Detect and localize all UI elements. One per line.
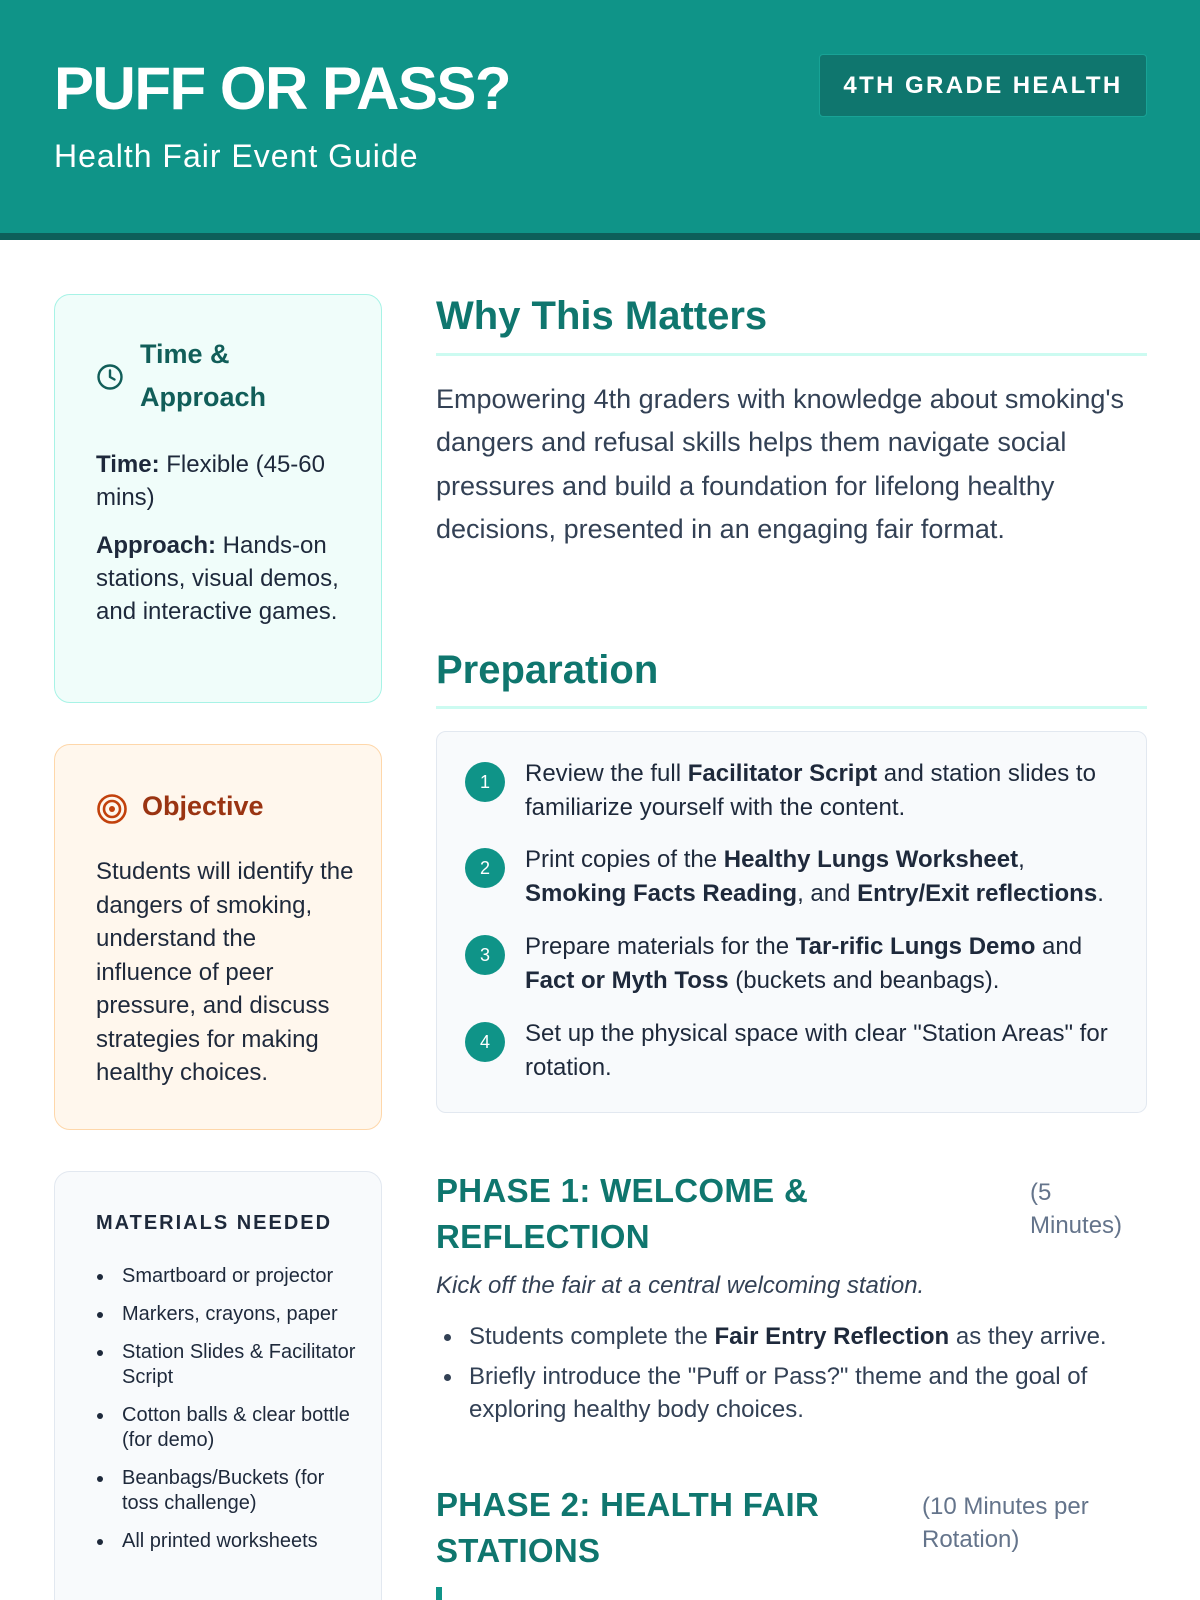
why-text: Empowering 4th graders with knowledge about smoking's dangers and refusal skills helps them navigate social pressures and build a foundation for lifelong healthy decisions, presented in an engaging fair format. bbox=[436, 384, 1125, 544]
page-header bbox=[0, 0, 1200, 233]
list-item: Cotton balls & clear bottle (for demo) bbox=[96, 1403, 356, 1453]
step-text: Prepare materials for the Tar-rific Lungs Demo and Fact or Myth Toss (buckets and beanbags). bbox=[525, 933, 1083, 994]
target-icon bbox=[96, 793, 128, 825]
time-approach-heading: Time & Approach bbox=[140, 339, 267, 412]
phase2-heading: PHASE 2: HEALTH FAIR STATIONS bbox=[436, 1486, 820, 1569]
page-subtitle: Health Fair Event Guide bbox=[54, 138, 419, 174]
list-item: Briefly introduce the "Puff or Pass?" theme and the goal of exploring healthy body choices. bbox=[436, 1360, 1147, 1427]
header-divider bbox=[0, 233, 1200, 240]
approach-info bbox=[96, 529, 356, 628]
prep-step bbox=[437, 905, 1148, 994]
objective-text: Students will identify the dangers of smoking, understand the influence of peer pressure, and discuss strategies for making healthy choices. bbox=[96, 858, 354, 1086]
clock-icon bbox=[96, 363, 124, 391]
prep-step bbox=[437, 818, 1148, 907]
phase2-duration: (10 Minutes per Rotation) bbox=[922, 1493, 1089, 1553]
time-approach-card bbox=[54, 294, 382, 703]
phase1-intro: Kick off the fair at a central welcoming station. bbox=[436, 1272, 925, 1299]
preparation-heading: Preparation bbox=[436, 648, 659, 692]
objective-heading: Objective bbox=[142, 791, 264, 821]
approach-label: Approach: bbox=[96, 532, 216, 559]
phase1-duration: (5 Minutes) bbox=[1030, 1179, 1123, 1239]
list-item: Smartboard or projector bbox=[96, 1264, 356, 1289]
phase1-heading: PHASE 1: WELCOME & REFLECTION bbox=[436, 1172, 809, 1255]
time-label: Time: bbox=[96, 451, 160, 478]
list-item: Markers, crayons, paper bbox=[96, 1302, 356, 1327]
step-number: 4 bbox=[465, 1022, 505, 1062]
step-number: 2 bbox=[465, 848, 505, 888]
phase1-list bbox=[436, 1320, 1147, 1433]
materials-heading: MATERIALS NEEDED bbox=[96, 1212, 333, 1234]
prep-step bbox=[437, 732, 1148, 821]
materials-list bbox=[96, 1264, 356, 1567]
step-text: Review the full Facilitator Script and station slides to familiarize yourself with the content. bbox=[525, 760, 1096, 821]
time-value: Flexible (45-60 mins) bbox=[96, 451, 325, 511]
page-title: PUFF OR PASS? bbox=[54, 55, 511, 122]
section-divider bbox=[436, 353, 1147, 356]
step-text: Print copies of the Healthy Lungs Worksheet, Smoking Facts Reading, and Entry/Exit reflections. bbox=[525, 846, 1104, 907]
why-heading: Why This Matters bbox=[436, 294, 768, 338]
materials-card bbox=[54, 1171, 382, 1600]
list-item: All printed worksheets bbox=[96, 1529, 356, 1554]
section-divider bbox=[436, 706, 1147, 709]
list-item: Station Slides & Facilitator Script bbox=[96, 1340, 356, 1390]
objective-card bbox=[54, 744, 382, 1130]
station-accent-bar bbox=[436, 1587, 442, 1600]
list-item: Students complete the Fair Entry Reflection as they arrive. bbox=[436, 1320, 1147, 1354]
prep-step bbox=[437, 992, 1148, 1081]
list-item: Beanbags/Buckets (for toss challenge) bbox=[96, 1466, 356, 1516]
time-info bbox=[96, 448, 356, 514]
preparation-steps bbox=[436, 731, 1147, 1113]
grade-badge: 4TH GRADE HEALTH bbox=[819, 54, 1147, 117]
step-number: 1 bbox=[465, 762, 505, 802]
step-text: Set up the physical space with clear "Station Areas" for rotation. bbox=[525, 1020, 1108, 1081]
approach-value: Hands-on stations, visual demos, and interactive games. bbox=[96, 532, 339, 625]
step-number: 3 bbox=[465, 935, 505, 975]
